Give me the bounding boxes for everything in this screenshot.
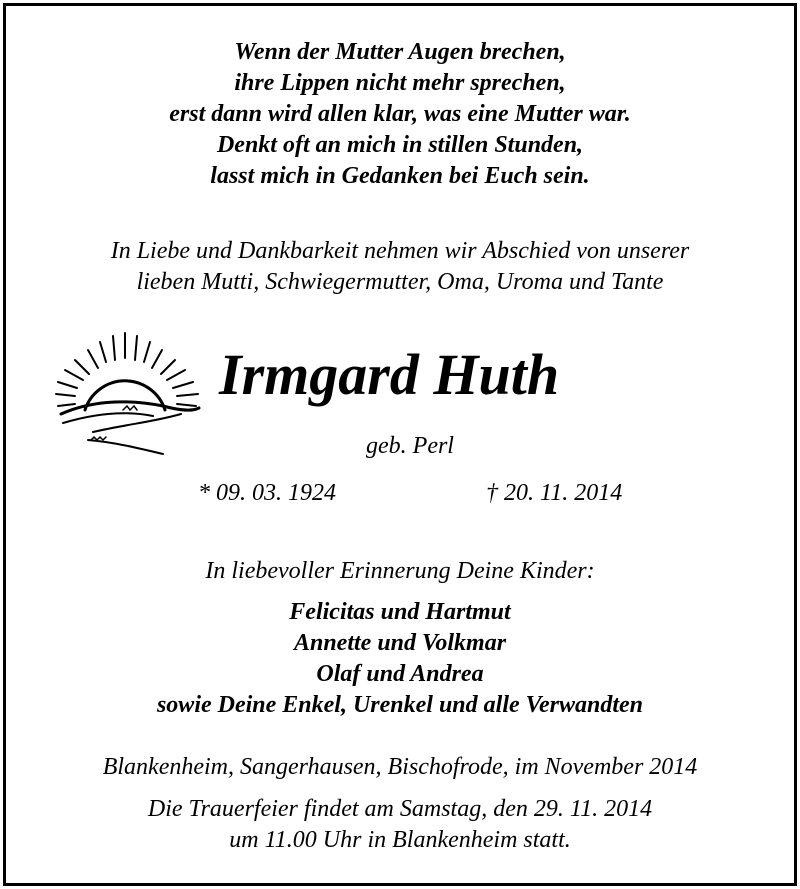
deceased-name: Irmgard Huth: [219, 342, 560, 407]
obituary-notice: [3, 3, 797, 886]
sunset-icon: [53, 328, 203, 458]
poem-line-1: Wenn der Mutter Augen brechen,: [234, 39, 566, 65]
remembrance-line: In liebevoller Erinnerung Deine Kinder:: [205, 558, 595, 584]
death-date: † 20. 11. 2014: [486, 480, 623, 506]
maiden-name: geb. Perl: [366, 433, 454, 459]
poem-line-5: lasst mich in Gedanken bei Euch sein.: [210, 163, 590, 189]
poem-line-3: erst dann wird allen klar, was eine Mutter war.: [169, 101, 631, 127]
family-line-3: Olaf und Andrea: [316, 661, 484, 687]
funeral-line-2: um 11.00 Uhr in Blankenheim statt.: [229, 827, 571, 853]
poem-line-2: ihre Lippen nicht mehr sprechen,: [234, 70, 566, 96]
intro-line-2: lieben Mutti, Schwiegermutter, Oma, Uroma und Tante: [136, 269, 664, 295]
funeral-line-1: Die Trauerfeier findet am Samstag, den 29. 11. 2014: [147, 796, 653, 822]
intro-line-1: In Liebe und Dankbarkeit nehmen wir Abschied von unserer: [110, 238, 690, 264]
place-date: Blankenheim, Sangerhausen, Bischofrode, im November 2014: [102, 754, 698, 780]
poem-line-4: Denkt oft an mich in stillen Stunden,: [216, 132, 584, 158]
birth-date: * 09. 03. 1924: [198, 480, 336, 506]
family-line-2: Annette und Volkmar: [293, 630, 507, 656]
family-line-1: Felicitas und Hartmut: [289, 599, 511, 625]
family-line-4: sowie Deine Enkel, Urenkel und alle Verwandten: [156, 692, 644, 718]
